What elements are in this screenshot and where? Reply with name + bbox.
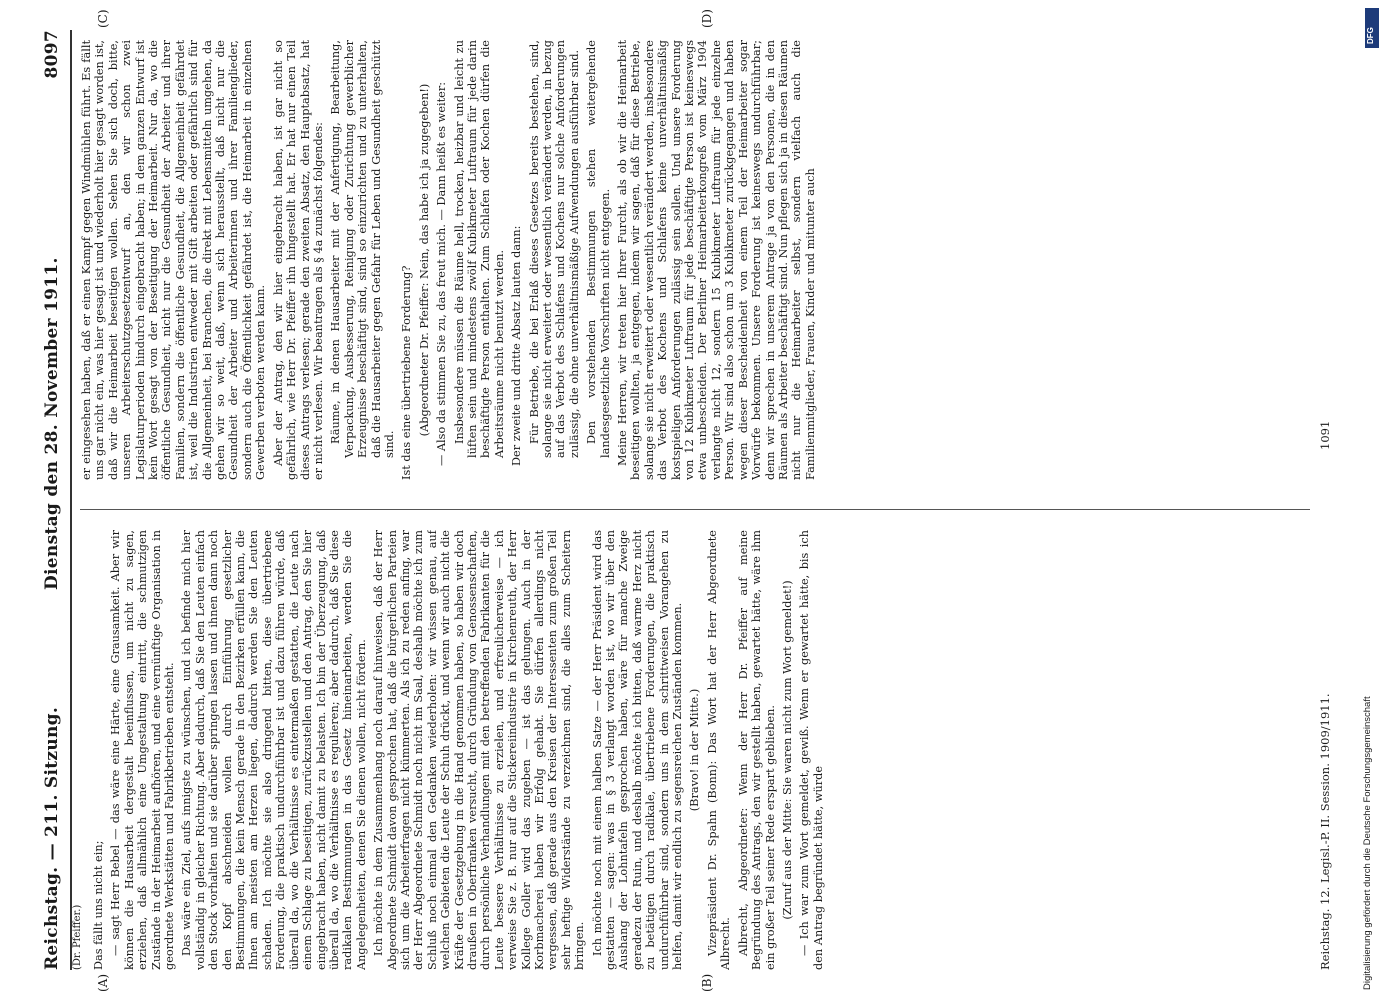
dfg-logo: DFG [1365, 8, 1379, 48]
footer-number: 1091 [1318, 420, 1332, 450]
margin-mark-a: (A) [96, 973, 110, 992]
paragraph: Der zweite und dritte Absatz lauten dann: [510, 225, 524, 466]
digitization-note [1362, 110, 1376, 990]
margin-mark-d: (D) [700, 9, 714, 28]
column-divider [80, 509, 1310, 510]
paragraph: Ich möchte noch mit einem halben Satze — der Herr Präsident wird das gestatten — sagen: was in § 3 verlangt worden ist, wo wir über den Aushang der Lohntafeln gesprochen haben, wäre für manche Zweige geradezu der Ruin, und deshalb möchte ich bitten, daß warme Herz nicht zu betätigen durch radikale, übertriebene Forderungen, die praktisch undurchführbar sind, sondern uns in dem schrittweisen Vorangehen zu helfen, damit wir endlich zu segensreichen Zuständen kommen. [590, 530, 685, 970]
digitization-note-text: Digitalisierung gefördert durch die Deutsche Forschungsgemeinschaft [1362, 696, 1373, 990]
header-left: Reichstag. — 211. Sitzung. [42, 706, 62, 970]
quoted-clause: Den vorstehenden Bestimmungen stehen weitergehende landesgesetzliche Vorschriften nicht entgegen. [585, 40, 612, 458]
paragraph-speaker: Albrecht, Abgeordneter: Wenn der Herr Dr. Pfeiffer auf meine Begründung des Antrags, den wir gestellt haben, gewartet hätte, wäre ihm ein großer Teil seiner Rede erspart geblieben. [736, 530, 777, 970]
paragraph: er eingesehen haben, daß er einen Kampf gegen Windmühlen führt. Es fällt uns gar nicht ein, was hier gesagt ist und wiederholt hier gesagt worden ist, daß wir die Heimarbeit beseitigen wollen. Sehen Sie sich doch, bitte, unseren Arbeiterschutzgesetzentwurf an, den wir schon zwei Legislaturperioden hindurch eingebracht haben; in dem ganzen Entwurf ist kein Wort gesagt von der Beseitigung der Heimarbeit. Nur da, wo die öffentliche Gesundheit, nicht nur die Gesundheit der Arbeiter und ihrer Familien, sondern die öffentliche Gesundheit, die Allgemeinheit gefährdet ist, weil die Industrien entweder mit Gift arbeiten oder gefährlich sind für die Allgemeinheit, bei Branchen, die direkt mit Lebensmitteln umgehen, da gehen wir so weit, daß, wenn sich herausstellt, daß nicht nur die Gesundheit der Arbeiter und Arbeiterinnen und ihrer Familienglieder, sondern auch die Öffentlichkeit gefährdet ist, die Heimarbeit in einzelnen Gewerben verboten werden kann. [80, 40, 268, 480]
quoted-clause: Insbesondere müssen die Räume hell, trocken, heizbar und leicht zu lüften sein und mindestens zwölf Kubikmeter Luftraum für jede darin beschäftigte Person enthalten. Zum Schlafen oder Kochen dürfen die Arbeitsräume nicht benutzt werden. [452, 40, 506, 458]
quoted-clause: Für Betriebe, die bei Erlaß dieses Gesetzes bereits bestehen, sind, solange sie nicht erweitert oder wesentlich verändert werden, in bezug auf das Verbot des Schlafens und Kochens nur solche Anforderungen zulässig, die ohne unverhältnismäßige Aufwendungen ausführbar sind. [527, 40, 581, 458]
text-column-right [80, 40, 1310, 480]
paragraph: — Also da stimmen Sie zu, das freut mich. — Dann heißt es weiter: [435, 81, 449, 466]
margin-mark-c: (C) [96, 9, 110, 28]
header-date: Dienstag den 28. November 1911. [42, 257, 62, 590]
page-header [42, 30, 68, 970]
paragraph: — sagt Herr Bebel — das wäre eine Härte, eine Grausamkeit. Aber wir können die Hausarbeit dergestalt beeinflussen, um nicht zu sagen, erziehen, daß allmählich eine Umgestaltung eintritt, die schmutzigen Zustände in der Heimarbeit aufhören, und eine vernünftige Organisation in geordnete Werkstätten und Fabrikbetrieben entsteht. [109, 530, 177, 970]
quoted-clause: Räume, in denen Hausarbeiter mit der Anfertigung, Bearbeitung, Verpackung, Ausbesserung, Reinigung oder Zurichtung gewerblicher Erzeugnisse beschäftigt sind, sind so einzurichten und zu unterhalten, daß die Hausarbeiter gegen Gefahr für Leben und Gesundheit geschützt sind. [329, 40, 396, 458]
paragraph: Ist das eine übertriebene Forderung? [400, 265, 414, 480]
paragraph: Das fällt uns nicht ein; [92, 840, 105, 970]
interjection: (Zuruf aus der Mitte: Sie waren nicht zum Wort gemeldet!) [780, 580, 794, 920]
paragraph: — Ich war zum Wort gemeldet, gewiß. Wenn er gewartet hätte, bis ich den Antrag begründet hätte, würde [798, 530, 825, 970]
paragraph: Meine Herren, wir treten hier Ihrer Furcht, als ob wir die Heimarbeit beseitigen wollten, ja entgegen, indem wir sagen, daß für diese Betriebe, solange sie nicht erweitert oder wesentlich verändert werden, insbesondere das Verbot des Kochens und Schlafens keine unverhältnismäßig kostspieligen Anforderungen zulässig sein sollen. Und unsere Forderung von 12 Kubikmeter Luftraum für jede beschäftigte Person ist keineswegs etwa unbescheiden. Der Berliner Heimarbeiterkongreß vom März 1904 verlangte nicht 12, sondern 15 Kubikmeter Luftraum für jede einzelne Person. Wir sind also schon um 3 Kubikmeter zurückgegangen und haben wegen dieser Bescheidenheit von einem Teil der Heimarbeiter sogar Vorwürfe bekommen. Unsere Forderung ist keineswegs undurchführbar; denn wir sprechen in unserem Antrage ja von den Personen, die in den Räumen als Arbeiter beschäftigt sind. Nun pflegen sich ja in diesen Räumen nicht nur die Heimarbeiter selbst, sondern vielfach auch die Familienmitglieder, Frauen, Kinder und mitunter auch [616, 40, 817, 480]
text-column-left [92, 530, 1322, 970]
header-rule [70, 30, 72, 970]
paragraph: Aber der Antrag, den wir hier eingebracht haben, ist gar nicht so gefährlich, wie Herr Dr. Pfeiffer ihn hingestellt hat. Er hat nur einen Teil dieses Antrags verlesen; gerade den zweiten Absatz, den Hauptabsatz, hat er nicht verlesen. Wir beantragen als § 4a zunächst folgendes: [271, 40, 325, 480]
speaker-tag: (Dr. Pfeiffer.) [72, 904, 83, 970]
interjection: (Abgeordneter Dr. Pfeiffer: Nein, das habe ich ja zugegeben!) [417, 83, 431, 437]
footer-session: Reichstag. 12. Legisl.-P. II. Session. 1909/1911. [1318, 693, 1332, 970]
paragraph-chair: Vizepräsident Dr. Spahn (Bonn): Das Wort hat der Herr Abgeordnete Albrecht. [705, 530, 733, 970]
paragraph: Das wäre ein Ziel, aufs innigste zu wünschen, und ich befinde mich hier vollständig in gleicher Richtung. Aber dadurch, daß Sie den Leuten einfach den Stock vorhalten und sie darüber springen lassen und ihnen dann noch den Kopf abschneiden wollen durch Einführung gesetzlicher Bestimmungen, die kein Mensch gerade in den Bezirken erfüllen kann, die Ihnen am meisten am Herzen liegen, dadurch werden Sie den Leuten schaden. Ich möchte sie also dringend bitten, diese übertriebene Forderung, die praktisch undurchführbar ist und dazu führen würde, daß überall da, wo die Verhältnisse es eintermaßen gestatten, die Leute nach einem Schlage zu beseitigen, zurückzustellen und den Antrag, den Sie hier eingebracht haben, nicht damit zu belasten. Ich bin der Überzeugung, daß überall da, wo die Verhältnisse es regulieren; aber dadurch, daß Sie diese radikalen Bestimmungen in das Gesetz hineinarbeiten, werden Sie die Angelegenheiten, denen Sie dienen wollen, nicht fördern. [180, 530, 368, 970]
page-number: 8097 [42, 30, 62, 79]
interjection: (Bravo! in der Mitte.) [688, 688, 702, 812]
paragraph: Ich möchte in dem Zusammenhang noch darauf hinweisen, daß der Herr Abgeordnete Schmidt davon gesprochen hat, daß die bürgerlichen Parteien sich um die Arbeiterfragen nicht kümmerten. Als ich zu reden anfing, war der Herr Abgeordnete Schmidt noch nicht im Saal, deshalb möchte ich zum Schluß noch einmal den Gedanken wiederholen: wir wissen genau, auf welchen Gebieten die Leute der Schuh drückt, und wenn wir auch nicht die Kräfte der Gesetzgebung in die Hand genommen haben, so haben wir doch draußen in Oberfranken versucht, durch Gründung von Genossenschaften, durch persönliche Verhandlungen mit den betreffenden Fabrikanten für die Leute bessere Verhältnisse zu erzielen, und erfreulicherweise — ich verweise Sie z. B. nur auf die Stickereiindustrie in Kirchenreuth, der Herr Kollege Goller wird das zugeben — ist das gelungen. Auch in der Korbmacherei haben wir Erfolg gehabt. Sie dürfen allerdings nicht vergessen, daß gerade aus den Kreisen der Interessenten zum großen Teil sehr heftige Widerstände zu verzeichnen sind, die alles zum Scheitern bringen. [372, 530, 587, 970]
margin-mark-b: (B) [700, 973, 714, 992]
